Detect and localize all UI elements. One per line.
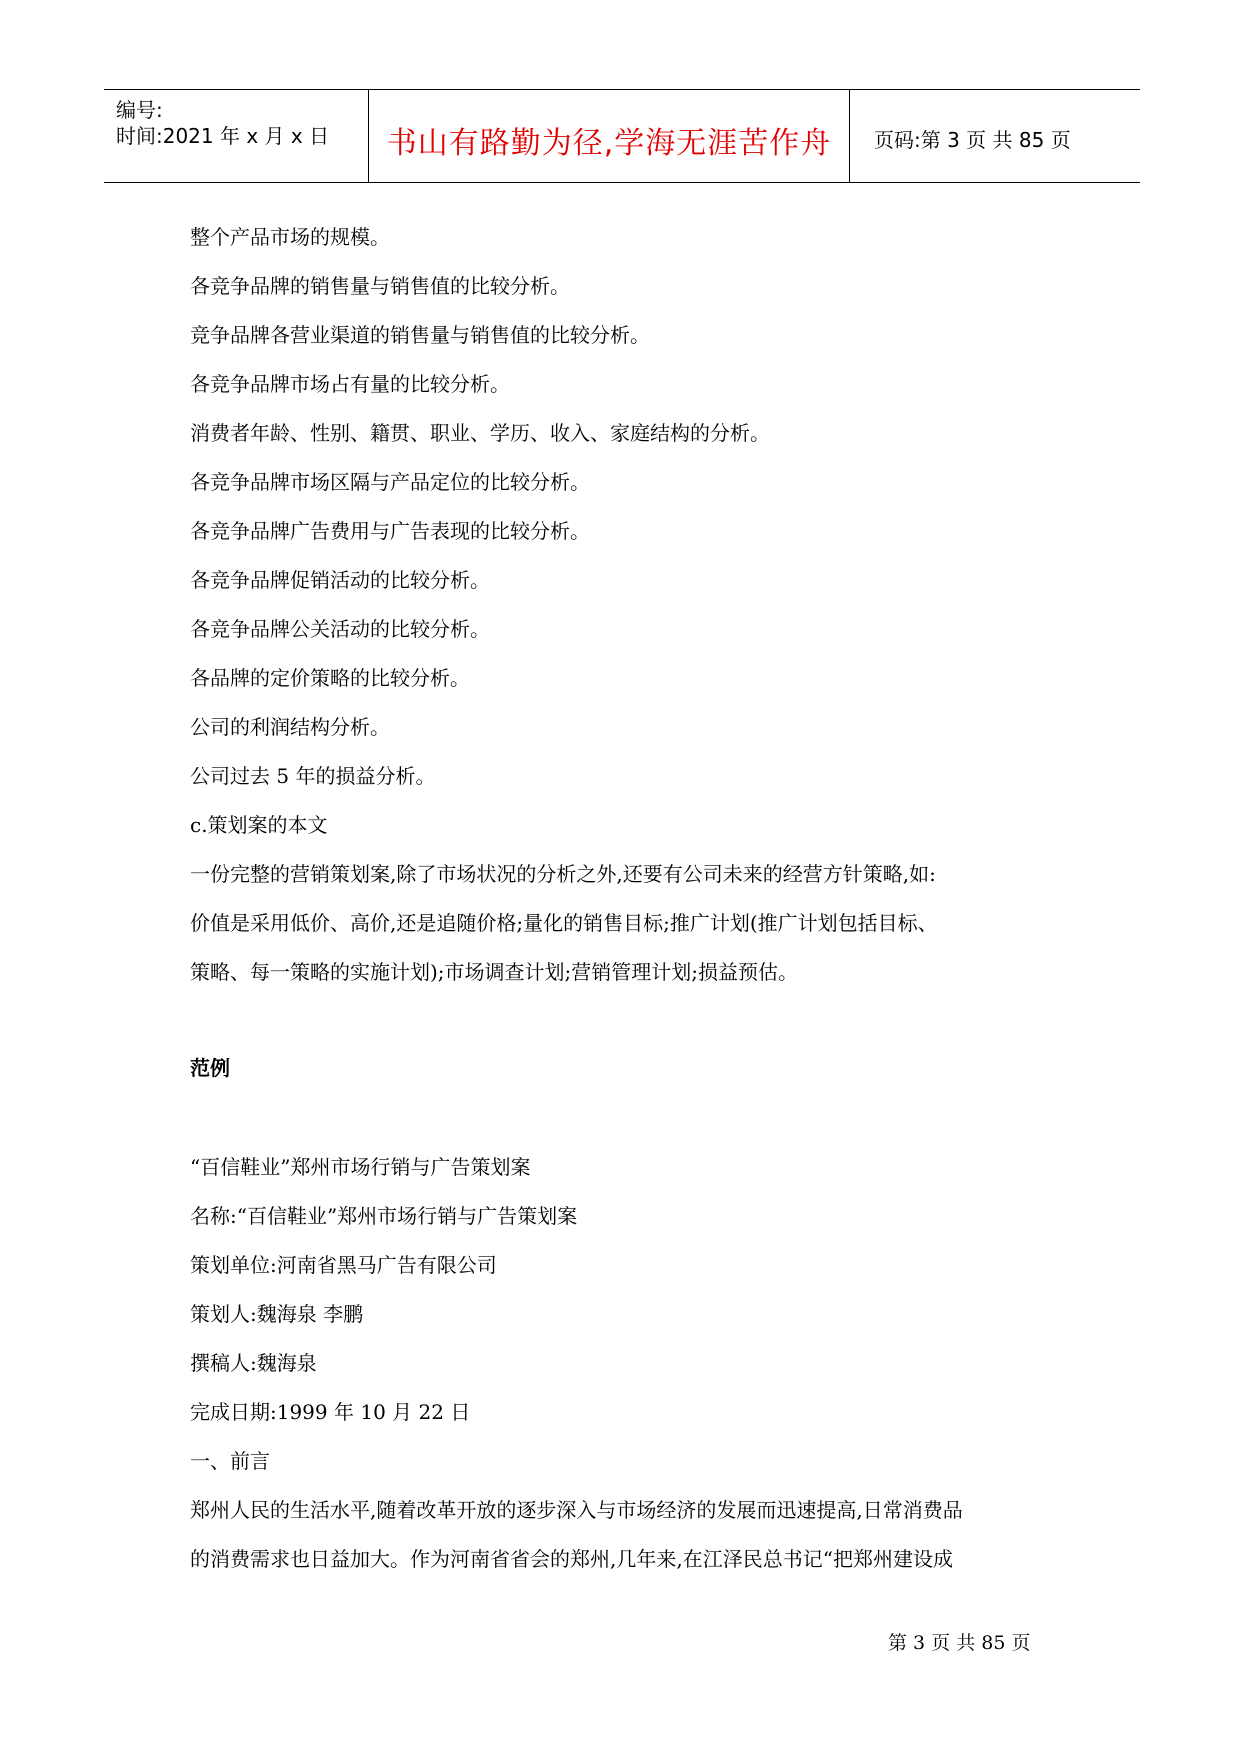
example-line: 策划单位:河南省黑马广告有限公司	[190, 1253, 497, 1277]
body-line: 各竞争品牌公关活动的比较分析。	[190, 617, 490, 641]
body-line: 各竞争品牌促销活动的比较分析。	[190, 568, 490, 592]
header-page-cell	[850, 90, 1140, 182]
body-line: 公司的利润结构分析。	[190, 715, 390, 739]
body-line: 各竞争品牌市场区隔与产品定位的比较分析。	[190, 470, 590, 494]
example-line: 的消费需求也日益加大。作为河南省省会的郑州,几年来,在江泽民总书记“把郑州建设成	[190, 1547, 953, 1571]
page-header	[104, 89, 1140, 183]
body-line: 各竞争品牌市场占有量的比较分析。	[190, 372, 510, 396]
body-line: 公司过去 5 年的损益分析。	[190, 764, 436, 788]
body-line: 消费者年龄、性别、籍贯、职业、学历、收入、家庭结构的分析。	[190, 421, 770, 445]
example-line: 名称:“百信鞋业”郑州市场行销与广告策划案	[190, 1204, 578, 1228]
body-line: 各品牌的定价策略的比较分析。	[190, 666, 470, 690]
body-line: c.策划案的本文	[190, 813, 328, 837]
body-line: 竞争品牌各营业渠道的销售量与销售值的比较分析。	[190, 323, 650, 347]
header-motto-cell	[369, 90, 850, 182]
body-line: 价值是采用低价、高价,还是追随价格;量化的销售目标;推广计划(推广计划包括目标、	[190, 911, 938, 935]
document-number-label: 编号:	[116, 98, 163, 122]
header-motto: 书山有路勤为径,学海无涯苦作舟	[386, 126, 832, 161]
example-line: “百信鞋业”郑州市场行销与广告策划案	[190, 1155, 531, 1179]
body-line: 各竞争品牌的销售量与销售值的比较分析。	[190, 274, 570, 298]
example-line: 策划人:魏海泉 李鹏	[190, 1302, 364, 1326]
example-line: 郑州人民的生活水平,随着改革开放的逐步深入与市场经济的发展而迅速提高,日常消费品	[190, 1498, 963, 1522]
document-time-label: 时间:2021 年 x 月 x 日	[116, 124, 330, 148]
body-line: 一份完整的营销策划案,除了市场状况的分析之外,还要有公司未来的经营方针策略,如:	[190, 862, 936, 886]
section-title: 范例	[190, 1056, 230, 1080]
header-meta-cell	[104, 90, 369, 182]
example-line: 一、前言	[190, 1449, 270, 1473]
body-line: 策略、每一策略的实施计划);市场调查计划;营销管理计划;损益预估。	[190, 960, 799, 984]
example-line: 完成日期:1999 年 10 月 22 日	[190, 1400, 471, 1424]
body-line: 整个产品市场的规模。	[190, 225, 390, 249]
header-page-info: 页码:第 3 页 共 85 页	[874, 128, 1071, 152]
example-line: 撰稿人:魏海泉	[190, 1351, 317, 1375]
page-footer: 第 3 页 共 85 页	[888, 1632, 1031, 1654]
body-line: 各竞争品牌广告费用与广告表现的比较分析。	[190, 519, 590, 543]
